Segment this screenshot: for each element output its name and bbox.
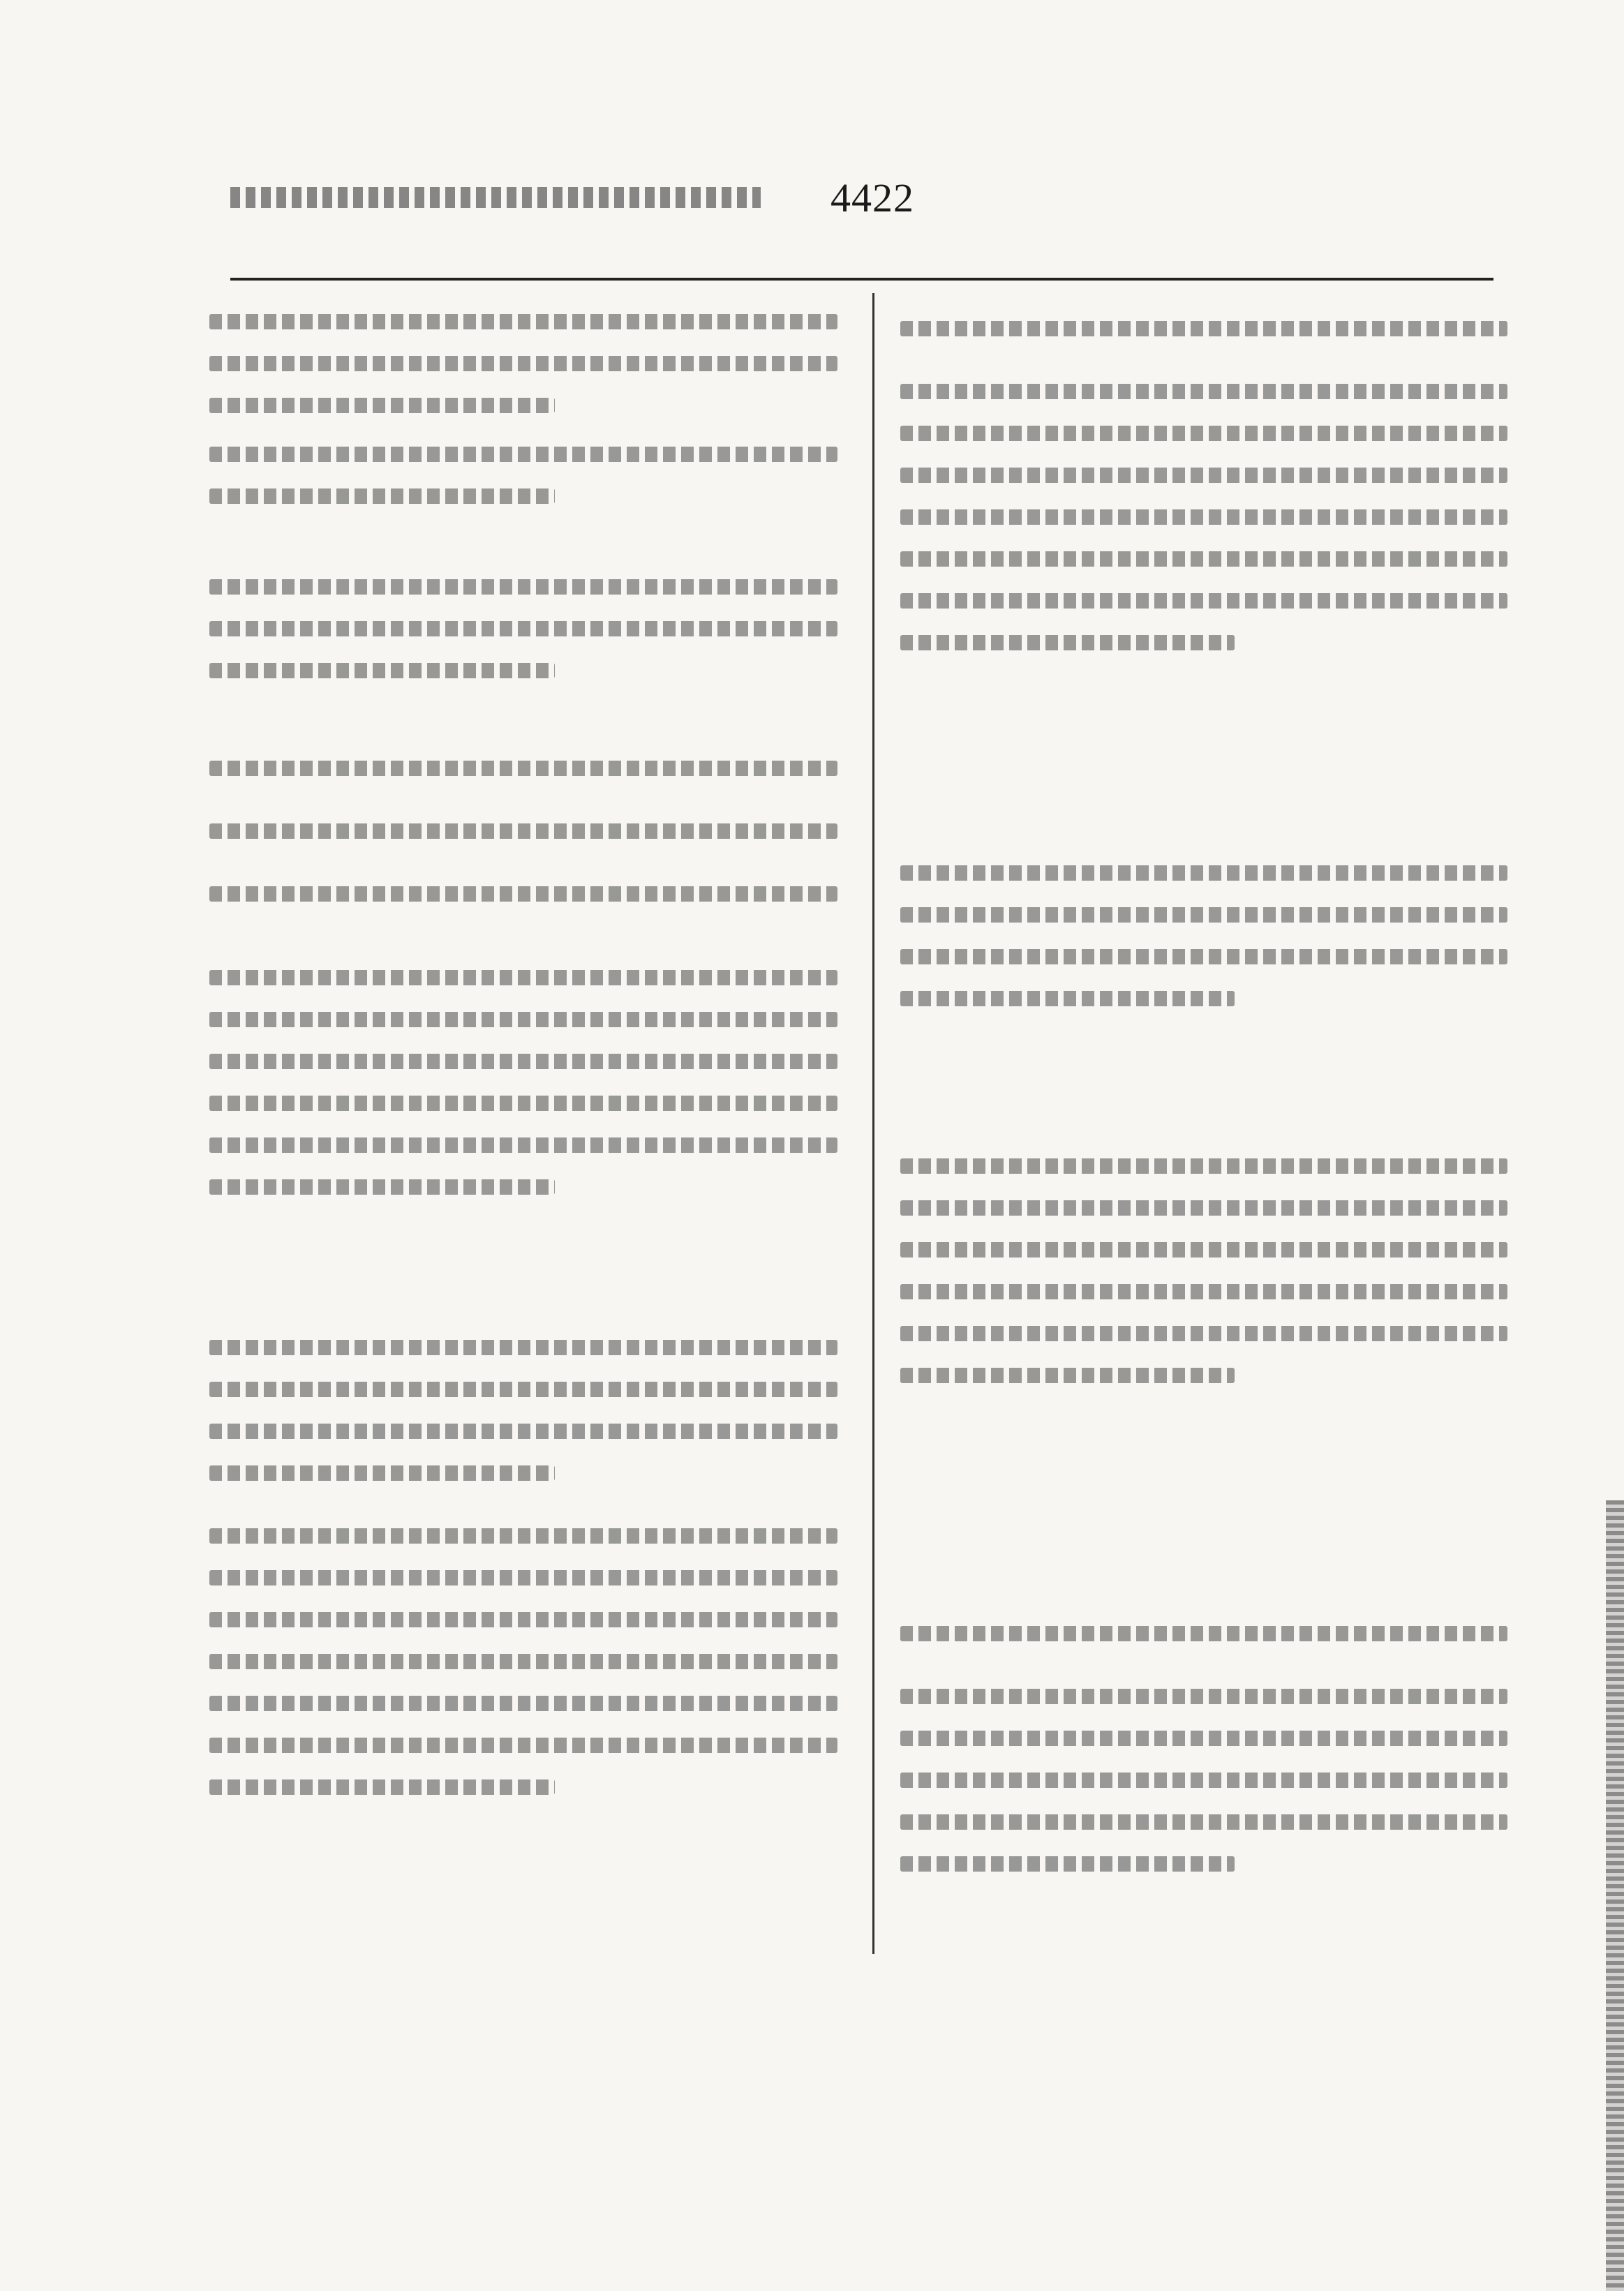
- entry-text-line: [209, 1424, 837, 1439]
- entry-text-line: [209, 663, 555, 678]
- entry-text-line: [209, 886, 837, 902]
- entry-text-line: [209, 1779, 555, 1795]
- dictionary-entry: [209, 579, 837, 705]
- entry-text-line: [900, 321, 1507, 336]
- entry-text-line: [900, 1326, 1507, 1341]
- entry-text-line: [900, 1368, 1235, 1383]
- entry-text-line: [209, 1340, 837, 1355]
- entry-text-line: [209, 1654, 837, 1669]
- entry-text-line: [209, 761, 837, 776]
- dictionary-entry: [209, 886, 837, 928]
- entry-text-line: [209, 1570, 837, 1585]
- entry-text-line: [209, 1137, 837, 1153]
- entry-text-line: [209, 1528, 837, 1544]
- entry-text-line: [900, 1626, 1507, 1641]
- dictionary-entry: [900, 384, 1507, 677]
- scan-edge-artifact: [1606, 1500, 1624, 2291]
- entry-text-line: [900, 468, 1507, 483]
- entry-text-line: [209, 1738, 837, 1753]
- dictionary-entry: [209, 970, 837, 1221]
- entry-text-line: [209, 447, 837, 462]
- entry-text-line: [209, 621, 837, 636]
- entry-text-line: [900, 991, 1235, 1006]
- entry-text-line: [900, 1856, 1235, 1872]
- entry-text-line: [900, 949, 1507, 964]
- dictionary-entry: [900, 1158, 1507, 1410]
- entry-text-line: [209, 1054, 837, 1069]
- column-divider: [872, 293, 874, 1954]
- entry-text-line: [209, 314, 837, 329]
- dictionary-entry: [900, 1689, 1507, 1898]
- dictionary-entry: [209, 1340, 837, 1507]
- entry-text-line: [900, 1773, 1507, 1788]
- entry-text-line: [209, 1179, 555, 1195]
- dictionary-entry: [209, 761, 837, 803]
- entry-text-line: [900, 1242, 1507, 1258]
- entry-text-line: [900, 907, 1507, 923]
- entry-text-line: [209, 356, 837, 371]
- entry-text-line: [900, 593, 1507, 609]
- entry-text-line: [209, 1696, 837, 1711]
- entry-text-line: [900, 1731, 1507, 1746]
- entry-text-line: [900, 551, 1507, 567]
- dictionary-entry: [900, 865, 1507, 1033]
- entry-text-line: [209, 488, 555, 504]
- dictionary-entry: [209, 314, 837, 440]
- entry-text-line: [209, 1612, 837, 1627]
- entry-text-line: [900, 1814, 1507, 1830]
- dictionary-entry: [209, 1528, 837, 1821]
- entry-text-line: [209, 823, 837, 839]
- entry-text-line: [900, 1284, 1507, 1299]
- dictionary-entry: [900, 1626, 1507, 1668]
- page-number: 4422: [830, 175, 914, 221]
- entry-text-line: [209, 1465, 555, 1481]
- entry-text-line: [209, 579, 837, 595]
- entry-text-line: [209, 398, 555, 413]
- dictionary-entry: [209, 823, 837, 865]
- entry-text-line: [900, 1158, 1507, 1174]
- entry-text-line: [900, 635, 1235, 650]
- entry-text-line: [209, 1096, 837, 1111]
- entry-text-line: [900, 1200, 1507, 1216]
- entry-text-line: [900, 384, 1507, 399]
- entry-text-line: [209, 1382, 837, 1397]
- entry-text-line: [209, 1012, 837, 1027]
- dictionary-entry: [900, 321, 1507, 363]
- entry-text-line: [900, 426, 1507, 441]
- running-head-text: [230, 187, 761, 208]
- entry-text-line: [900, 509, 1507, 525]
- entry-text-line: [900, 865, 1507, 881]
- header-rule: [230, 278, 1493, 281]
- dictionary-entry: [209, 447, 837, 530]
- entry-text-line: [209, 970, 837, 985]
- entry-text-line: [900, 1689, 1507, 1704]
